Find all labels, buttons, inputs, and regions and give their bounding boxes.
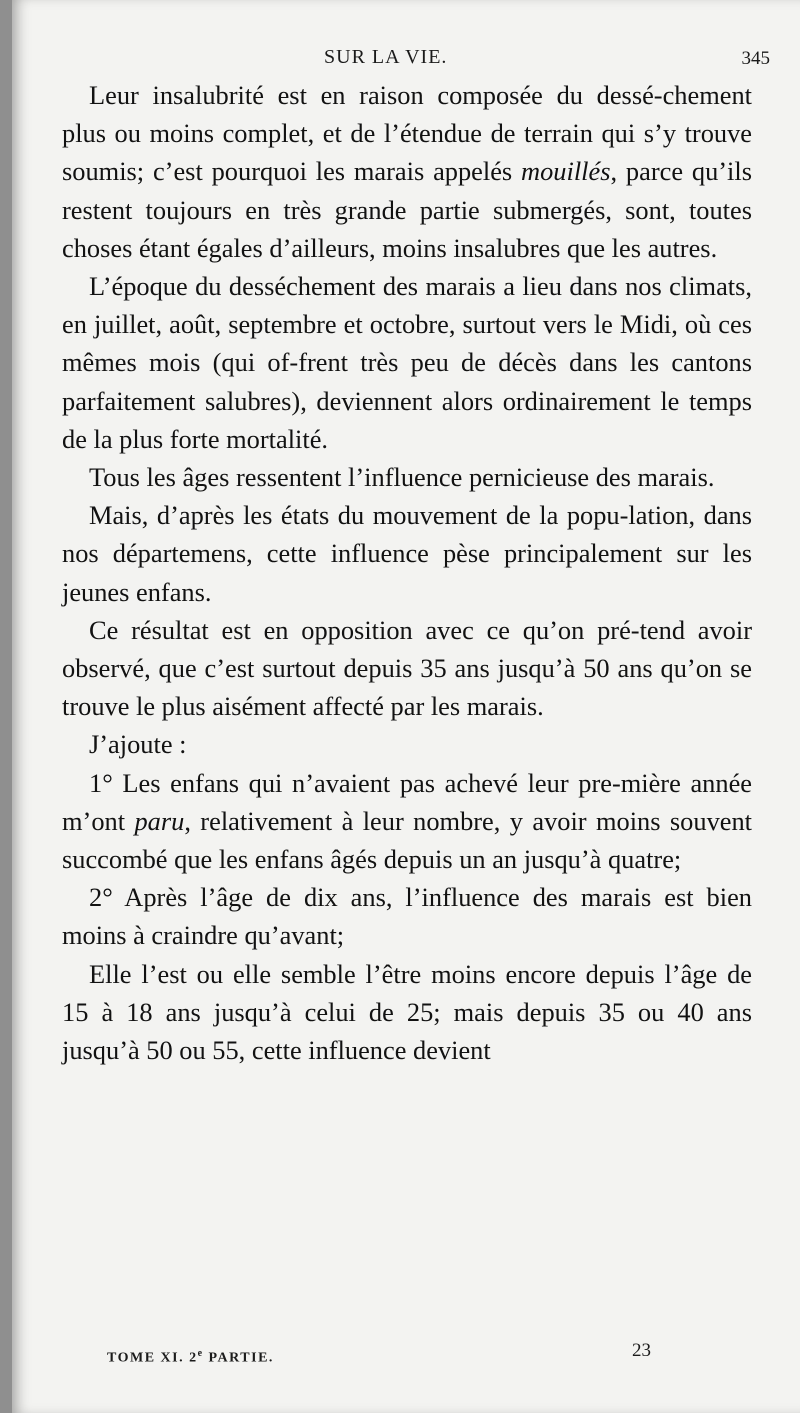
italic-term: paru xyxy=(134,805,185,836)
paragraph xyxy=(62,764,752,879)
paragraph: 2° Après l’âge de dix ans, l’influence des marais est bien moins à craindre qu’avant; xyxy=(62,882,752,951)
paragraph: J’ajoute : xyxy=(89,729,187,760)
paragraph-text: 1° Les enfans qui n’avaient pas achevé leur pre-mière année m’ont xyxy=(62,767,752,836)
paragraph: L’époque du desséchement des marais a lieu dans nos climats, en juillet, août, septembre et octobre, surtout vers le Midi, où ces mêmes mois (qui of-frent très peu de décès dans les cantons parfaitement salubres), deviennent alors ordinairement le temps de la plus forte mortalité. xyxy=(62,271,752,454)
paragraph-text: Leur insalubrité est en raison composée du dessé-chement plus ou moins complet, et de l’étendue de terrain qui s’y trouve soumis; c’est pourquoi les marais appelés xyxy=(62,80,752,187)
sheet-number: 23 xyxy=(632,1340,651,1361)
paragraph-text: , relativement à leur nombre, y avoir moins souvent succombé que les enfans âgés depuis un an jusqu’à quatre; xyxy=(62,805,753,875)
paragraph: Ce résultat est en opposition avec ce qu’on pré-tend avoir observé, que c’est surtout depuis 35 ans jusqu’à 50 ans qu’on se trouve le plus aisément affecté par les marais. xyxy=(62,614,752,722)
paragraph: Mais, d’après les états du mouvement de la popu-lation, dans nos départemens, cette influence pèse principalement sur les jeunes enfans. xyxy=(62,500,752,607)
page-header xyxy=(12,40,800,80)
paragraph xyxy=(62,76,752,267)
running-title: SUR LA VIE. xyxy=(324,46,448,68)
italic-term: mouillés xyxy=(521,156,611,187)
paragraph: Tous les âges ressentent l’influence pernicieuse des marais. xyxy=(89,462,715,493)
paragraph-text: , parce qu’ils restent toujours en très grande partie submergés, sont, toutes choses étant égales d’ailleurs, moins insalubres que les autres. xyxy=(62,156,752,263)
signature-text: PARTIE. xyxy=(203,1350,274,1366)
page-footer xyxy=(12,1340,800,1380)
signature-superscript: e xyxy=(197,1348,204,1359)
paragraph: Elle l’est ou elle semble l’être moins encore depuis l’âge de 15 à 18 ans jusqu’à celui de 25; mais depuis 35 ou 40 ans jusqu’à 50 ou 55, cette influence devient xyxy=(62,958,752,1066)
book-page xyxy=(12,0,800,1413)
body-text xyxy=(62,76,752,1069)
signature-text: TOME XI. 2 xyxy=(107,1350,198,1366)
page-number: 345 xyxy=(741,48,770,69)
printer-signature xyxy=(107,1348,274,1367)
